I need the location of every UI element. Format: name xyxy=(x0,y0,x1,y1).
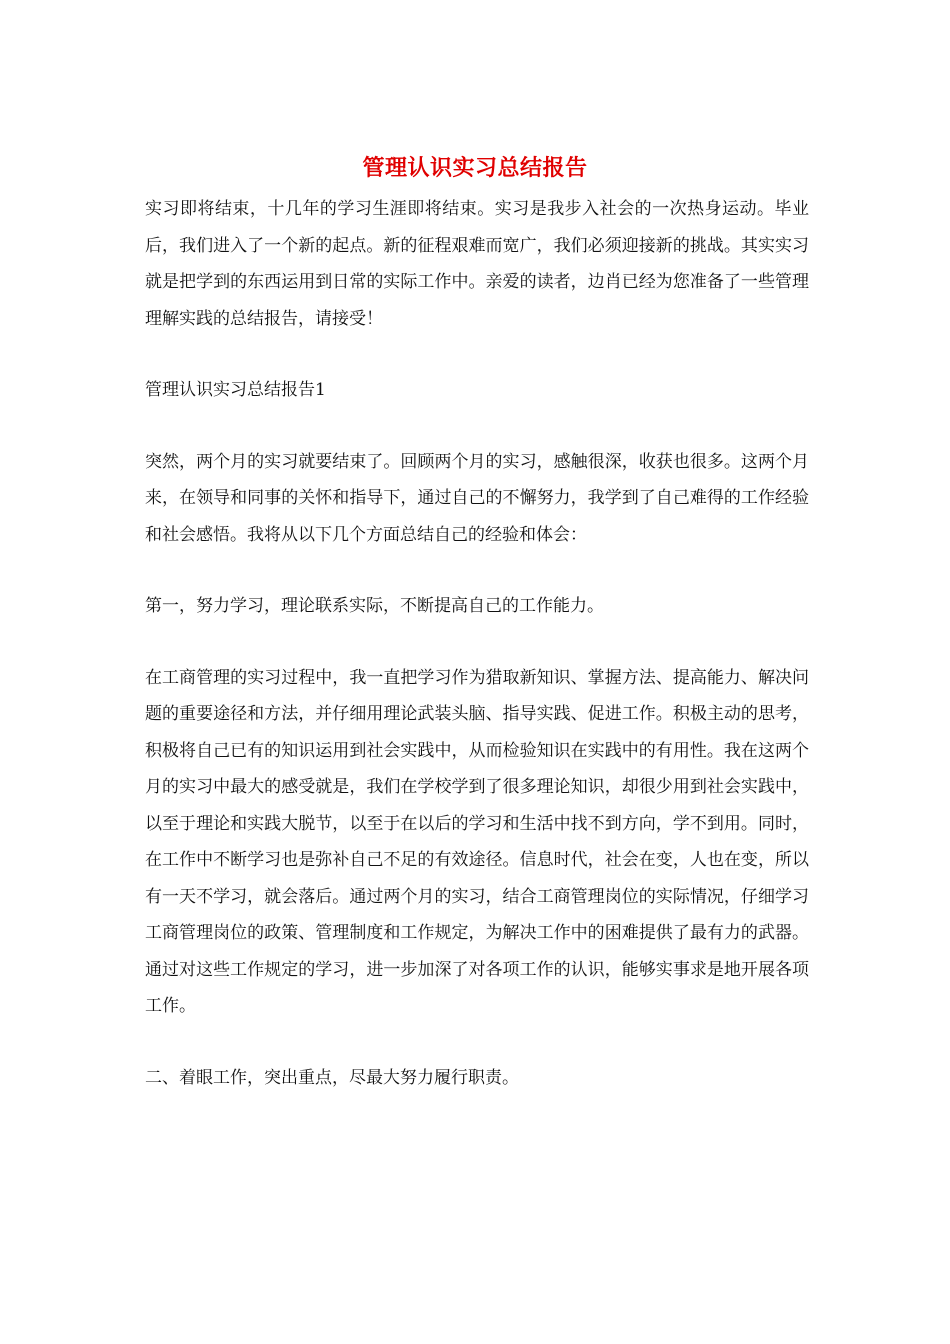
paragraph-spacer xyxy=(145,1025,809,1060)
point-heading-second: 二、着眼工作，突出重点，尽最大努力履行职责。 xyxy=(145,1067,519,1088)
paragraph-spacer xyxy=(145,337,809,372)
body-paragraph-learning: 在工商管理的实习过程中，我一直把学习作为猎取新知识、掌握方法、提高能力、解决问题的重要途径和方法，并仔细用理论武装头脑、指导实践、促进工作。积极主动的思考，积极将自己已有的知识运用到社会实践中，从而检验知识在实践中的有用性。我在这两个月的实习中最大的感受就是，我们在学校学到了很多理论知识，却很少用到社会实践中，以至于理论和实践大脱节，以至于在以后的学习和生活中找不到方向，学不到用。同时，在工作中不断学习也是弥补自己不足的有效途径。信息时代，社会在变，人也在变，所以有一天不学习，就会落后。通过两个月的实习，结合工商管理岗位的实际情况，仔细学习工商管理岗位的政策、管理制度和工作规定，为解决工作中的困难提供了最有力的武器。通过对这些工作规定的学习，进一步加深了对各项工作的认识，能够实事求是地开展各项工作。 xyxy=(145,667,809,1016)
paragraph-spacer xyxy=(145,409,809,444)
point-heading-first: 第一，努力学习，理论联系实际，不断提高自己的工作能力。 xyxy=(145,596,604,616)
section-heading-report-1: 管理认识实习总结报告1 xyxy=(145,380,326,400)
body-paragraph-overview: 突然，两个月的实习就要结束了。回顾两个月的实习，感触很深，收获也很多。这两个月来，在领导和同事的关怀和指导下，通过自己的不懈努力，我学到了自己难得的工作经验和社会感悟。我将从以下几个方面总结自己的经验和体会： xyxy=(145,451,809,545)
intro-paragraph: 实习即将结束，十几年的学习生涯即将结束。实习是我步入社会的一次热身运动。毕业后，我们进入了一个新的起点。新的征程艰难而宽广，我们必须迎接新的挑战。其实实习就是把学到的东西运用到日常的实际工作中。亲爱的读者，边肖已经为您准备了一些管理理解实践的总结报告，请接受！ xyxy=(145,199,809,329)
paragraph-spacer xyxy=(145,625,809,660)
document-body xyxy=(145,191,809,1096)
document-title: 管理认识实习总结报告 xyxy=(362,156,588,181)
paragraph-spacer xyxy=(145,553,809,588)
